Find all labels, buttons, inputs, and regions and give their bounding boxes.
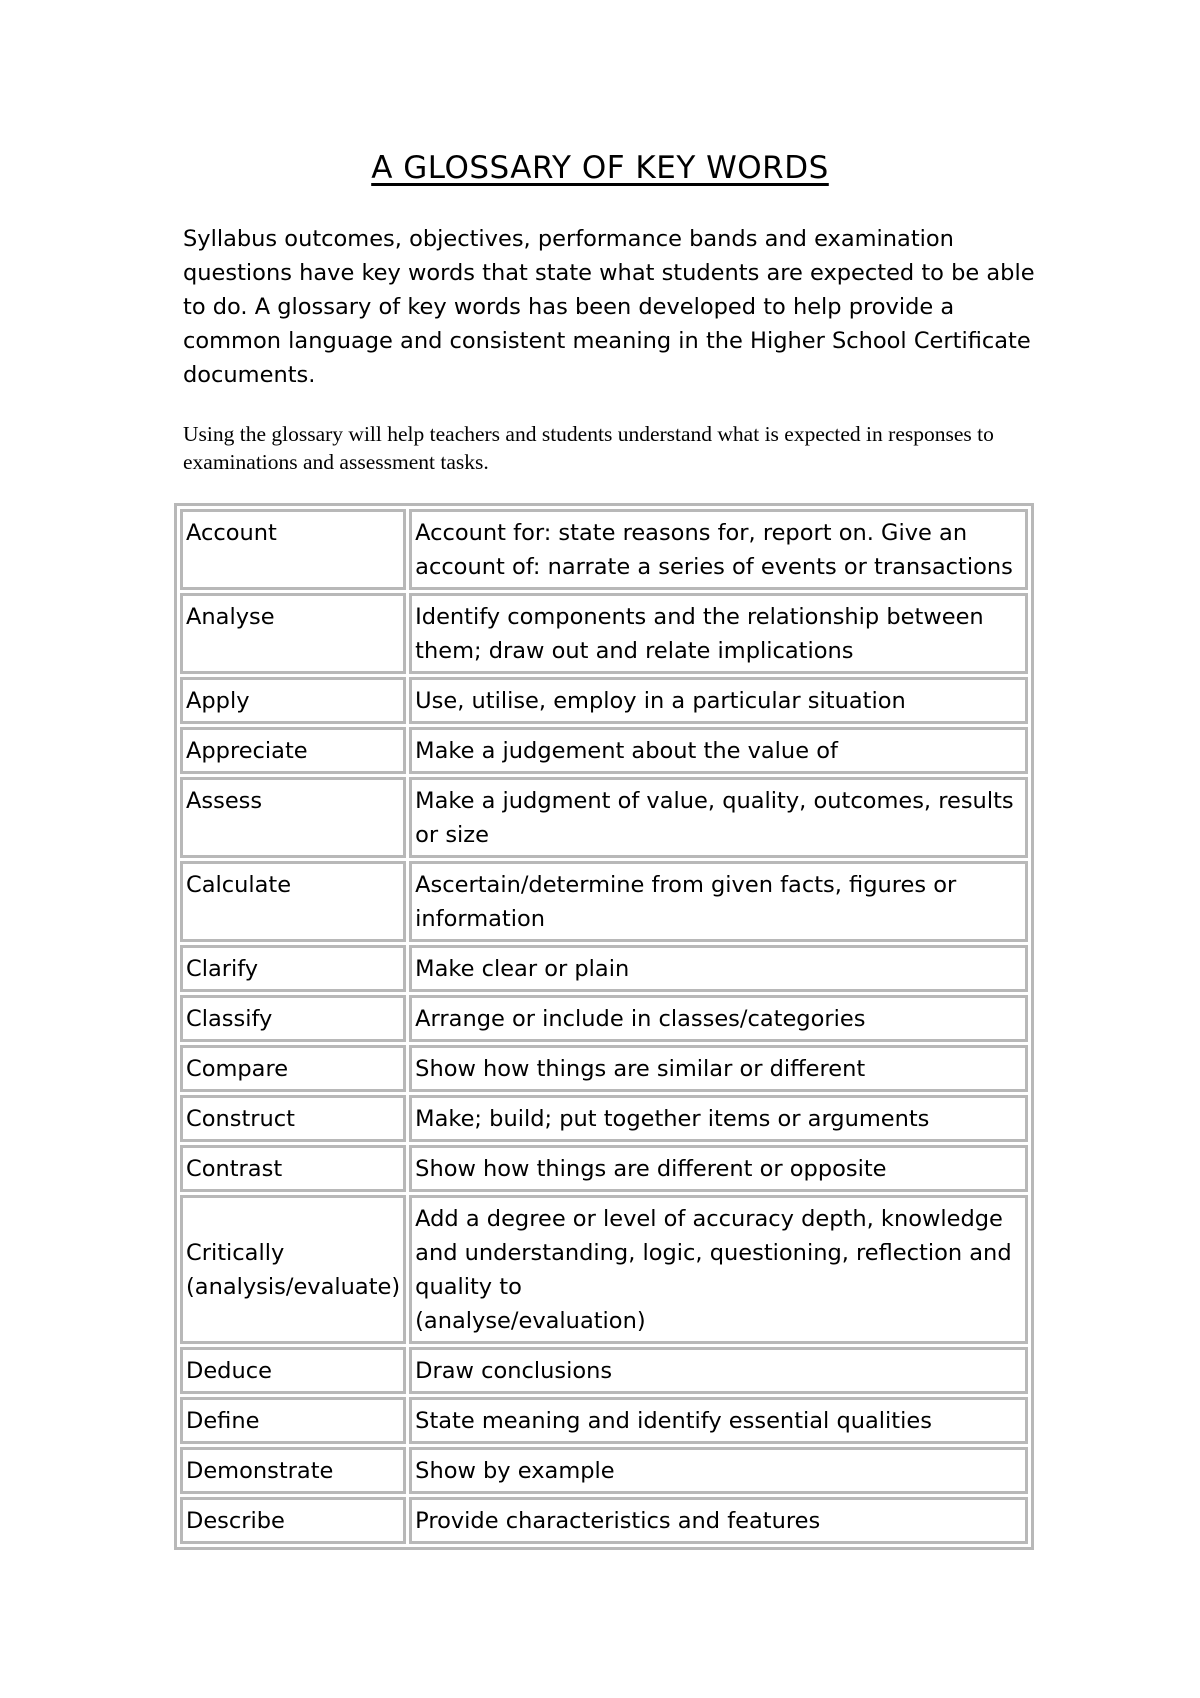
glossary-definition: Show how things are different or opposite xyxy=(409,1145,1028,1192)
glossary-definition: Make; build; put together items or arguments xyxy=(409,1095,1028,1142)
table-row xyxy=(180,777,1028,858)
glossary-definition: Use, utilise, employ in a particular situation xyxy=(409,677,1028,724)
table-row xyxy=(180,1095,1028,1142)
glossary-definition: Account for: state reasons for, report on. Give an account of: narrate a series of events or transactions xyxy=(409,509,1028,590)
glossary-definition: Provide characteristics and features xyxy=(409,1497,1028,1544)
glossary-definition: Make clear or plain xyxy=(409,945,1028,992)
glossary-definition: Show how things are similar or different xyxy=(409,1045,1028,1092)
table-row xyxy=(180,593,1028,674)
glossary-term: Demonstrate xyxy=(180,1447,406,1494)
glossary-definition: Show by example xyxy=(409,1447,1028,1494)
glossary-term: Critically (analysis/evaluate) xyxy=(180,1195,406,1344)
page-title: A GLOSSARY OF KEY WORDS xyxy=(371,150,829,186)
glossary-table xyxy=(174,503,1034,1550)
table-row xyxy=(180,1347,1028,1394)
intro-paragraph: Syllabus outcomes, objectives, performance bands and examination questions have key words that state what students are expected to be able to do. A glossary of key words has been developed to help provide a common language and consistent meaning in the Higher School Certificate documents. xyxy=(183,226,1035,388)
glossary-term: Apply xyxy=(180,677,406,724)
usage-note: Using the glossary will help teachers and students understand what is expected in responses to examinations and assessment tasks. xyxy=(183,422,994,474)
glossary-definition: Arrange or include in classes/categories xyxy=(409,995,1028,1042)
table-row xyxy=(180,945,1028,992)
glossary-term: Deduce xyxy=(180,1347,406,1394)
glossary-definition: Ascertain/determine from given facts, figures or information xyxy=(409,861,1028,942)
table-row xyxy=(180,727,1028,774)
glossary-term: Construct xyxy=(180,1095,406,1142)
table-row xyxy=(180,1397,1028,1444)
glossary-term: Appreciate xyxy=(180,727,406,774)
glossary-term: Analyse xyxy=(180,593,406,674)
glossary-definition: State meaning and identify essential qualities xyxy=(409,1397,1028,1444)
glossary-definition: Make a judgement about the value of xyxy=(409,727,1028,774)
table-row xyxy=(180,1195,1028,1344)
table-row xyxy=(180,995,1028,1042)
glossary-term: Define xyxy=(180,1397,406,1444)
table-row xyxy=(180,861,1028,942)
glossary-term: Describe xyxy=(180,1497,406,1544)
glossary-definition: Make a judgment of value, quality, outcomes, results or size xyxy=(409,777,1028,858)
table-row xyxy=(180,1145,1028,1192)
table-row xyxy=(180,1497,1028,1544)
table-row xyxy=(180,1045,1028,1092)
glossary-definition: Identify components and the relationship between them; draw out and relate implications xyxy=(409,593,1028,674)
glossary-term: Account xyxy=(180,509,406,590)
table-row xyxy=(180,509,1028,590)
table-row xyxy=(180,677,1028,724)
glossary-term: Contrast xyxy=(180,1145,406,1192)
glossary-term: Compare xyxy=(180,1045,406,1092)
glossary-definition: Add a degree or level of accuracy depth, knowledge and understanding, logic, questioning, reflection and quality to (analyse/evaluation) xyxy=(409,1195,1028,1344)
glossary-definition: Draw conclusions xyxy=(409,1347,1028,1394)
glossary-term: Clarify xyxy=(180,945,406,992)
table-row xyxy=(180,1447,1028,1494)
glossary-term: Assess xyxy=(180,777,406,858)
glossary-term: Classify xyxy=(180,995,406,1042)
glossary-term: Calculate xyxy=(180,861,406,942)
